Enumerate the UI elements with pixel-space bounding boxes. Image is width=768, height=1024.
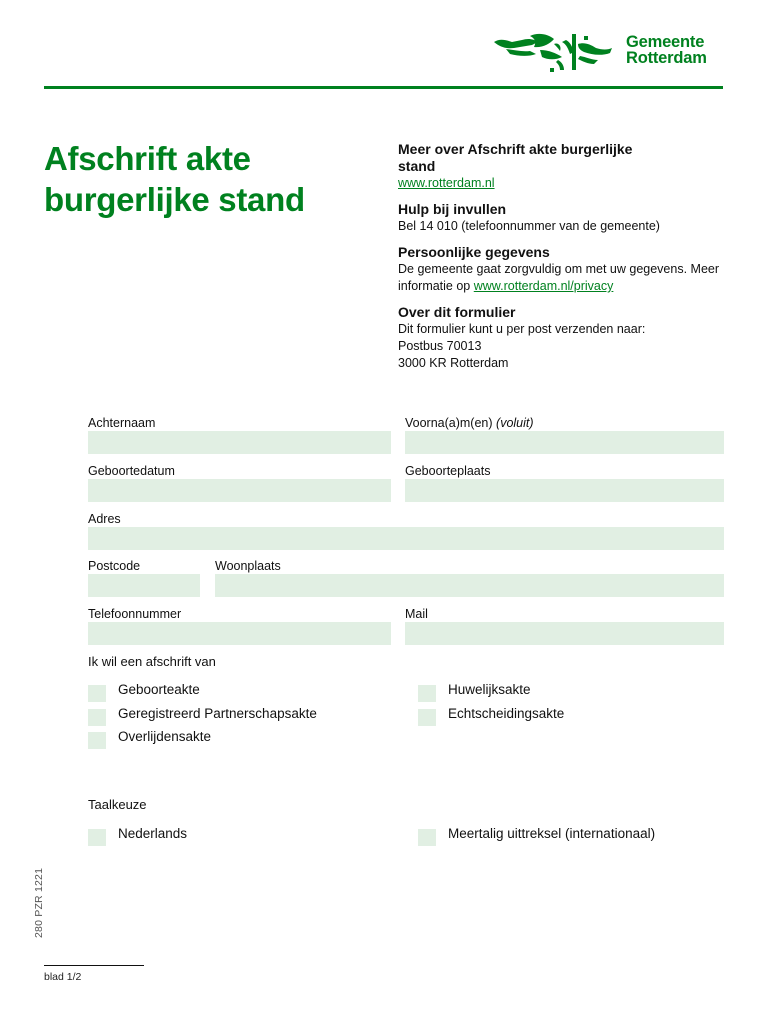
- form-title: [44, 138, 384, 220]
- logo-wordmark: [626, 34, 707, 66]
- achternaam-input[interactable]: [88, 431, 391, 454]
- form-title-line-2: burgerlijke stand: [44, 181, 305, 218]
- achternaam-label: Achternaam: [88, 416, 156, 430]
- echtscheidingsakte-checkbox[interactable]: [418, 709, 436, 726]
- info-form-text: Dit formulier kunt u per post verzenden naar:: [398, 322, 646, 336]
- info-form: [398, 304, 728, 372]
- info-privacy-heading: Persoonlijke gegevens: [398, 244, 550, 260]
- info-more-heading: Meer over Afschrift akte burgerlijke stand: [398, 141, 633, 174]
- logo-line-1: Gemeente: [626, 33, 705, 51]
- geboortedatum-label: Geboortedatum: [88, 464, 175, 478]
- info-privacy: [398, 244, 728, 295]
- privacy-link[interactable]: www.rotterdam.nl/privacy: [473, 279, 614, 293]
- nederlands-label: Nederlands: [118, 826, 188, 841]
- form-code: 280 PZR 1221: [33, 867, 45, 938]
- rotterdam-logo-icon: [492, 30, 614, 76]
- voornamen-label-text: Voorna(a)m(en): [405, 416, 493, 430]
- info-help: [398, 201, 728, 235]
- overlijdensakte-label: Overlijdensakte: [118, 729, 212, 744]
- woonplaats-label: Woonplaats: [215, 559, 281, 573]
- footer-divider: [44, 965, 144, 966]
- geboorteakte-checkbox[interactable]: [88, 685, 106, 702]
- header-divider: [44, 86, 723, 89]
- geboortedatum-input[interactable]: [88, 479, 391, 502]
- voornamen-input[interactable]: [405, 431, 724, 454]
- meertalig-label: Meertalig uittreksel (internationaal): [448, 826, 656, 841]
- geboorteplaats-label: Geboorteplaats: [405, 464, 491, 478]
- mail-label: Mail: [405, 607, 428, 621]
- geboorteakte-label: Geboorteakte: [118, 682, 200, 697]
- rotterdam-website-link[interactable]: www.rotterdam.nl: [398, 176, 495, 190]
- huwelijksakte-checkbox[interactable]: [418, 685, 436, 702]
- adres-input[interactable]: [88, 527, 724, 550]
- postal-address-line-1: Postbus 70013: [398, 339, 482, 353]
- voornamen-hint: (voluit): [496, 416, 534, 430]
- taalkeuze-label: Taalkeuze: [88, 797, 147, 812]
- meertalig-checkbox[interactable]: [418, 829, 436, 846]
- huwelijksakte-label: Huwelijksakte: [448, 682, 531, 697]
- adres-label: Adres: [88, 512, 121, 526]
- logo-line-2: Rotterdam: [626, 49, 707, 67]
- postcode-input[interactable]: [88, 574, 200, 597]
- geboorteplaats-input[interactable]: [405, 479, 724, 502]
- echtscheidingsakte-label: Echtscheidingsakte: [448, 706, 565, 721]
- info-help-text: Bel 14 010 (telefoonnummer van de gemeente): [398, 219, 660, 233]
- afschrift-label: Ik wil een afschrift van: [88, 654, 216, 669]
- info-form-heading: Over dit formulier: [398, 304, 516, 320]
- mail-input[interactable]: [405, 622, 724, 645]
- info-panel: [398, 141, 728, 381]
- nederlands-checkbox[interactable]: [88, 829, 106, 846]
- partnerschapsakte-checkbox[interactable]: [88, 709, 106, 726]
- voornamen-label: [405, 415, 534, 431]
- telefoonnummer-label: Telefoonnummer: [88, 607, 182, 621]
- info-help-heading: Hulp bij invullen: [398, 201, 507, 217]
- woonplaats-input[interactable]: [215, 574, 724, 597]
- info-more: [398, 141, 728, 192]
- postcode-label: Postcode: [88, 559, 141, 573]
- gemeente-rotterdam-logo: [492, 30, 722, 76]
- info-privacy-text: De gemeente gaat zorgvuldig om met uw gegevens. Meer informatie op: [398, 262, 720, 293]
- telefoonnummer-input[interactable]: [88, 622, 391, 645]
- overlijdensakte-checkbox[interactable]: [88, 732, 106, 749]
- form-title-line-1: Afschrift akte: [44, 140, 251, 177]
- postal-address-line-2: 3000 KR Rotterdam: [398, 356, 509, 370]
- partnerschapsakte-label: Geregistreerd Partnerschapsakte: [118, 706, 317, 721]
- page-number: blad 1/2: [44, 971, 82, 983]
